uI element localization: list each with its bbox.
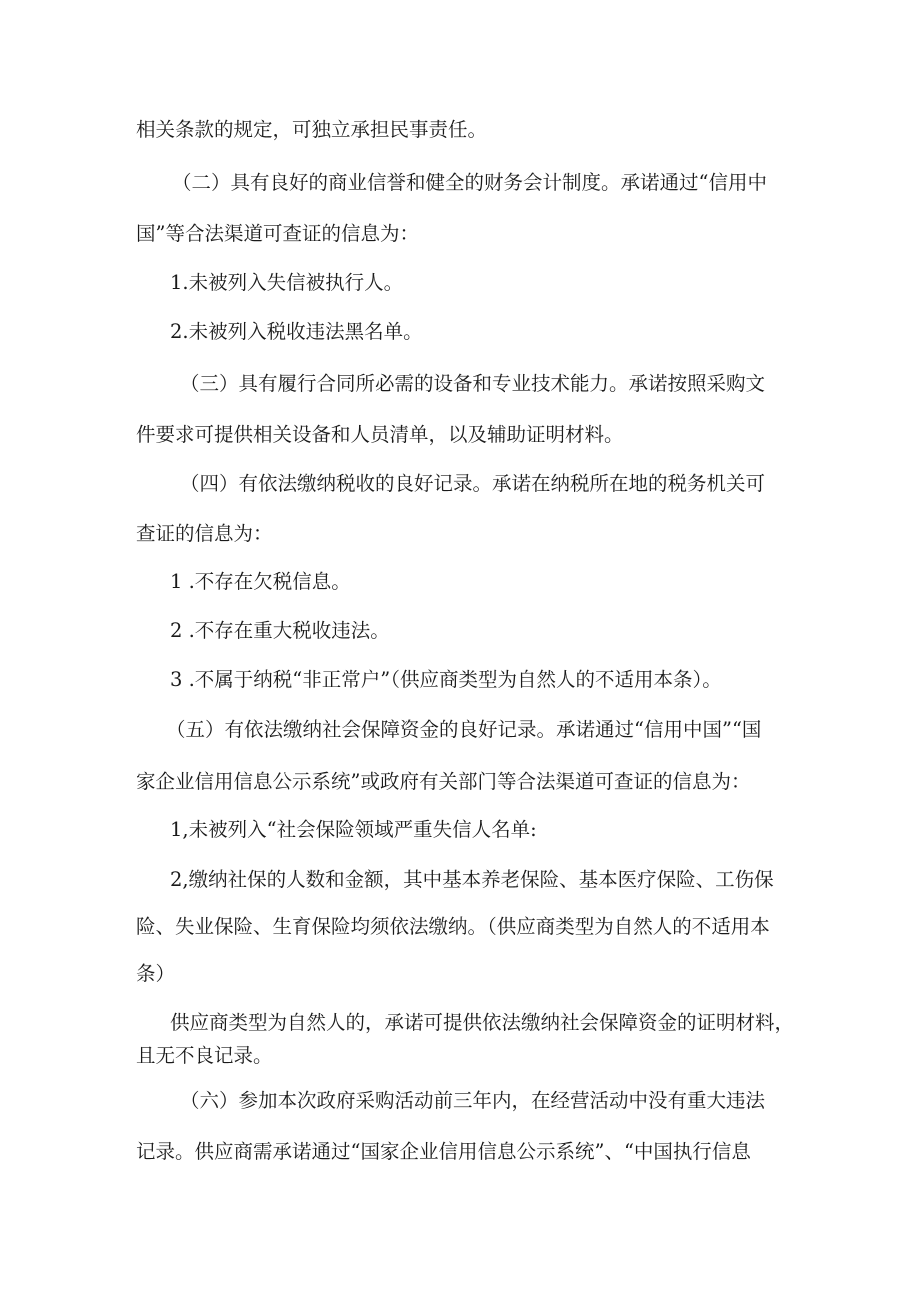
text-line: （六）参加本次政府采购活动前三年内，在经营活动中没有重大违法: [180, 1089, 766, 1112]
text-line: （二）具有良好的商业信誉和健全的财务会计制度。承诺通过“信用中: [172, 171, 767, 194]
text-line: 供应商类型为自然人的，承诺可提供依法缴纳社会保障资金的证明材料，: [170, 1011, 795, 1034]
text-line: 2 .不存在重大税收违法。: [170, 619, 390, 642]
text-line: 家企业信用信息公示系统”或政府有关部门等合法渠道可查证的信息为：: [136, 770, 751, 793]
text-line: （四）有依法缴纳税收的良好记录。承诺在纳税所在地的税务机关可: [180, 472, 766, 495]
text-line: （三）具有履行合同所必需的设备和专业技术能力。承诺按照采购文: [180, 372, 766, 395]
text-line: 3 .不属于纳税“非正常户”（供应商类型为自然人的不适用本条）。: [170, 668, 722, 691]
text-line: 相关条款的规定，可独立承担民事责任。: [136, 118, 488, 141]
text-line: 1 .不存在欠税信息。: [170, 570, 351, 593]
text-line: 险、失业保险、生育保险均须依法缴纳。（供应商类型为自然人的不适用本: [136, 915, 770, 938]
text-line: 件要求可提供相关设备和人员清单，以及辅助证明材料。: [136, 423, 624, 446]
text-line: 2.未被列入税收违法黑名单。: [170, 320, 423, 343]
text-line: 条）: [136, 962, 176, 985]
text-line: 查证的信息为：: [136, 522, 273, 545]
text-line: 记录。供应商需承诺通过“国家企业信用信息公示系统”、“中国执行信息: [136, 1140, 751, 1163]
text-line: 2,缴纳社保的人数和金额，其中基本养老保险、基本医疗保险、工伤保: [170, 868, 774, 891]
text-line: 国”等合法渠道可查证的信息为：: [136, 222, 419, 245]
text-line: （五）有依法缴纳社会保障资金的良好记录。承诺通过“信用中国”“国: [166, 718, 762, 741]
text-line: 1,未被列入“社会保险领域严重失信人名单:: [170, 818, 537, 841]
text-line: 且无不良记录。: [136, 1044, 273, 1067]
text-line: 1.未被列入失信被执行人。: [170, 271, 404, 294]
